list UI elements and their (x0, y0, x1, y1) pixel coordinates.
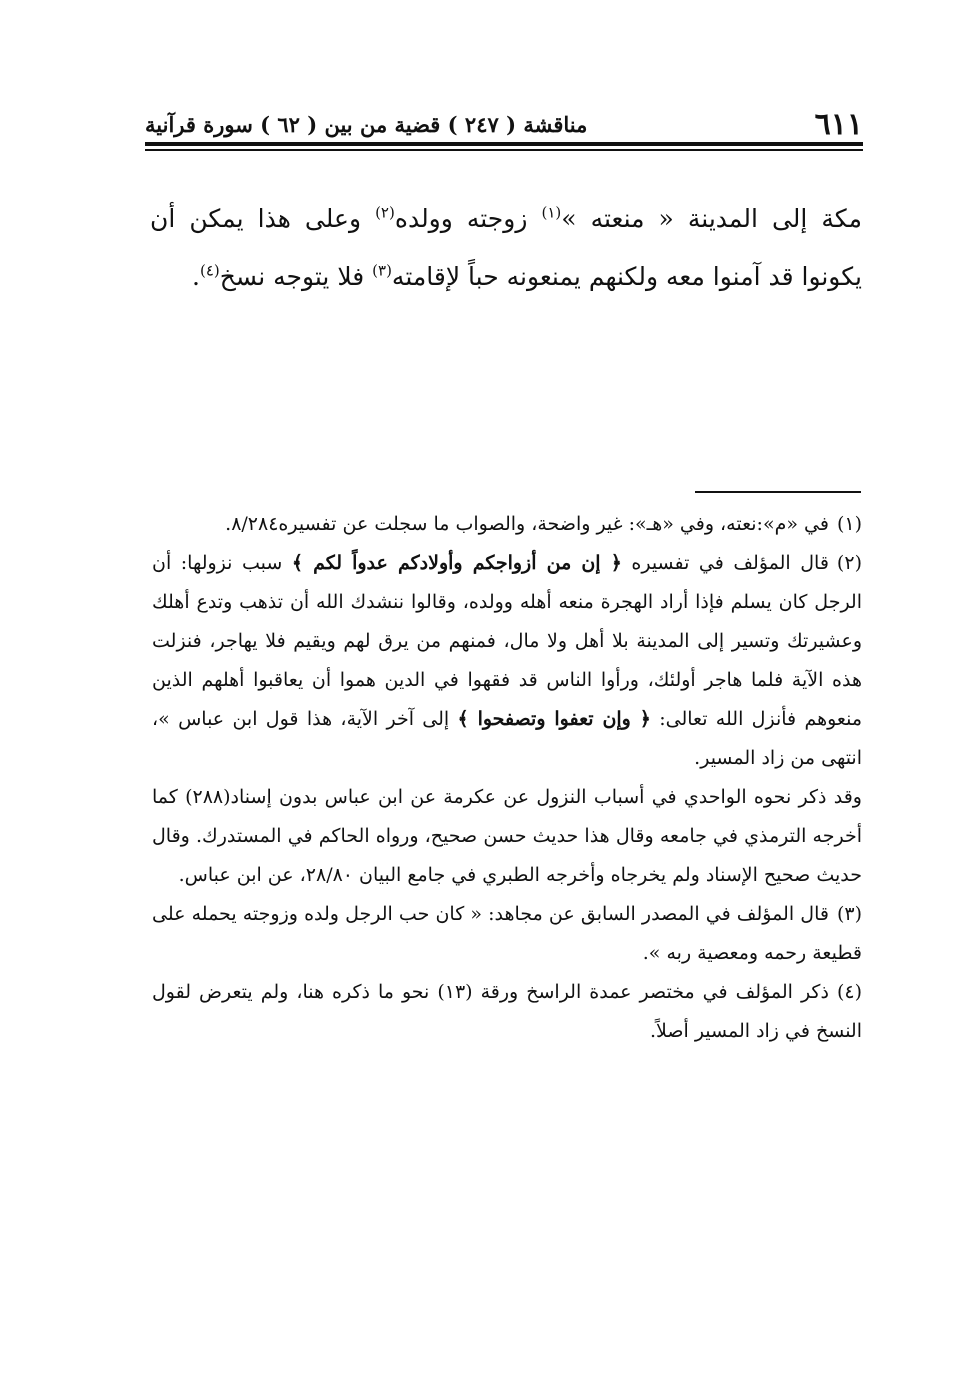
footnote-2 (152, 544, 862, 778)
footnote-4 (152, 973, 862, 1051)
footnote-separator (695, 491, 861, 493)
header-rule-thick (145, 142, 863, 146)
main-text-segment: مكة إلى المدينة « منعته » (561, 204, 862, 233)
footnote-text: ذكر المؤلف في مختصر عمدة الراسخ ورقة (١٣) نحو ما ذكره هنا، ولم يتعرض لقول النسخ في زاد المسير أصلاً. (152, 981, 862, 1042)
footnote-ref-4: (٤) (199, 261, 220, 280)
main-paragraph (150, 190, 862, 306)
header-rule-thin (145, 149, 863, 151)
quran-quote: ﴿ إن من أزواجكم وأولادكم عدواً لكم ﴾ (291, 552, 622, 574)
footnote-ref-2: (٢) (375, 203, 395, 222)
footnote-1 (152, 505, 862, 544)
main-text-segment: فلا يتوجه نسخ (219, 262, 373, 291)
footnote-number: (١) (836, 513, 862, 535)
footnote-number: (٣) (836, 903, 862, 925)
main-text-segment: . (192, 262, 200, 291)
footnote-2-continuation: وقد ذكر نحوه الواحدي في أسباب النزول عن عكرمة عن ابن عباس بدون إسناد(٢٨٨) كما أخرجه الترمذي في جامعه وقال هذا حديث حسن صحيح، ورواه الحاكم في المستدرك. وقال حديث صحيح الإسناد ولم يخرجاه وأخرجه الطبري في جامع البيان ٢٨/٨٠، عن ابن عباس. (152, 786, 862, 886)
footnote-text: سبب نزولها: أن الرجل كان يسلم فإذا أراد الهجرة منعه أهله وولده، وقالوا ننشدك الله أن تذهب وتدع أهلك وعشيرتك وتسير إلى المدينة بلا أهل ولا مال، فمنهم من يرق لهم ويقيم فلا يهاجر، فنزلت هذه الآية فلما هاجر أولئك، ورأوا الناس قد فقهوا في الدين هموا أن يعاقبوا أهلهم الذين منعوهم فأنزل الله تعالى: (152, 552, 863, 730)
footnote-number: (٢) (836, 552, 862, 574)
page-number: ٦١١ (814, 106, 863, 142)
footnote-text: إلى آخر الآية، هذا قول ابن عباس »، انتهى من زاد المسير. (152, 708, 862, 769)
footnote-text: في «م»:نعته، وفي «هـ»: غير واضحة، والصواب ما سجلت عن تفسيره٨/٢٨٤. (225, 513, 829, 535)
footnote-3 (152, 895, 862, 973)
footnote-ref-1: (١) (541, 203, 562, 222)
page-header (145, 108, 863, 140)
footnote-number: (٤) (836, 981, 862, 1003)
footnote-text: قال المؤلف في تفسيره (621, 552, 829, 574)
quran-quote: ﴿ وإن تعفوا وتصفحوا ﴾ (457, 708, 651, 730)
main-text-segment: زوجته وولده (394, 204, 542, 233)
footnote-ref-3: (٣) (372, 261, 392, 280)
main-text (150, 190, 862, 306)
running-title: مناقشة ( ٢٤٧ ) قضية من بين ( ٦٢ ) سورة قرآنية (145, 111, 588, 137)
footnote-text: قال المؤلف في المصدر السابق عن مجاهد: « كان حب الرجل ولده وزوجته يحمله على قطيعة رحمه ومعصية ربه ». (152, 903, 862, 964)
footnotes (152, 505, 862, 1051)
main-text-segment: وعلى هذا يمكن أن يكونوا قد آمنوا معه ولكنهم يمنعونه حباً لإقامته (150, 204, 862, 291)
